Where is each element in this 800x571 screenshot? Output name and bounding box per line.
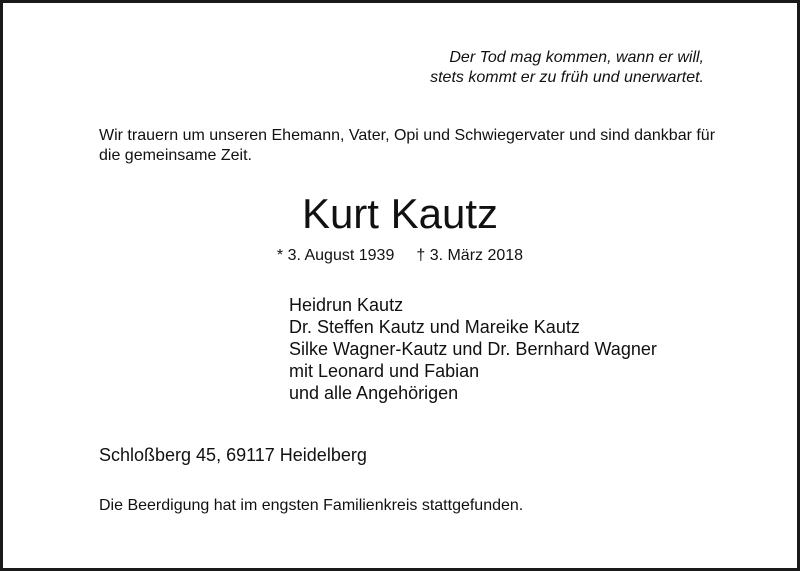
burial-note: Die Beerdigung hat im engsten Familienkreis stattgefunden. <box>99 497 524 514</box>
mourner-line: Heidrun Kautz <box>289 295 404 315</box>
mourner-line: Dr. Steffen Kautz und Mareike Kautz <box>289 317 580 337</box>
intro-text: Wir trauern um unseren Ehemann, Vater, Opi und Schwiegervater und sind dankbar für die gemeinsame Zeit. <box>99 127 716 164</box>
quote-line-1: Der Tod mag kommen, wann er will, <box>449 49 704 66</box>
family-address: Schloßberg 45, 69117 Heidelberg <box>99 445 367 465</box>
birth-date: * 3. August 1939 <box>276 247 395 264</box>
quote-line-2: stets kommt er zu früh und unerwartet. <box>430 69 704 86</box>
epigraph-quote <box>430 48 704 88</box>
mourner-line: und alle Angehörigen <box>289 383 459 403</box>
life-dates <box>0 246 800 266</box>
death-date: † 3. März 2018 <box>416 247 524 264</box>
mourners-list <box>289 294 657 404</box>
deceased-name: Kurt Kautz <box>301 190 499 237</box>
mourner-line: mit Leonard und Fabian <box>289 361 480 381</box>
mourner-line: Silke Wagner-Kautz und Dr. Bernhard Wagner <box>289 339 657 359</box>
